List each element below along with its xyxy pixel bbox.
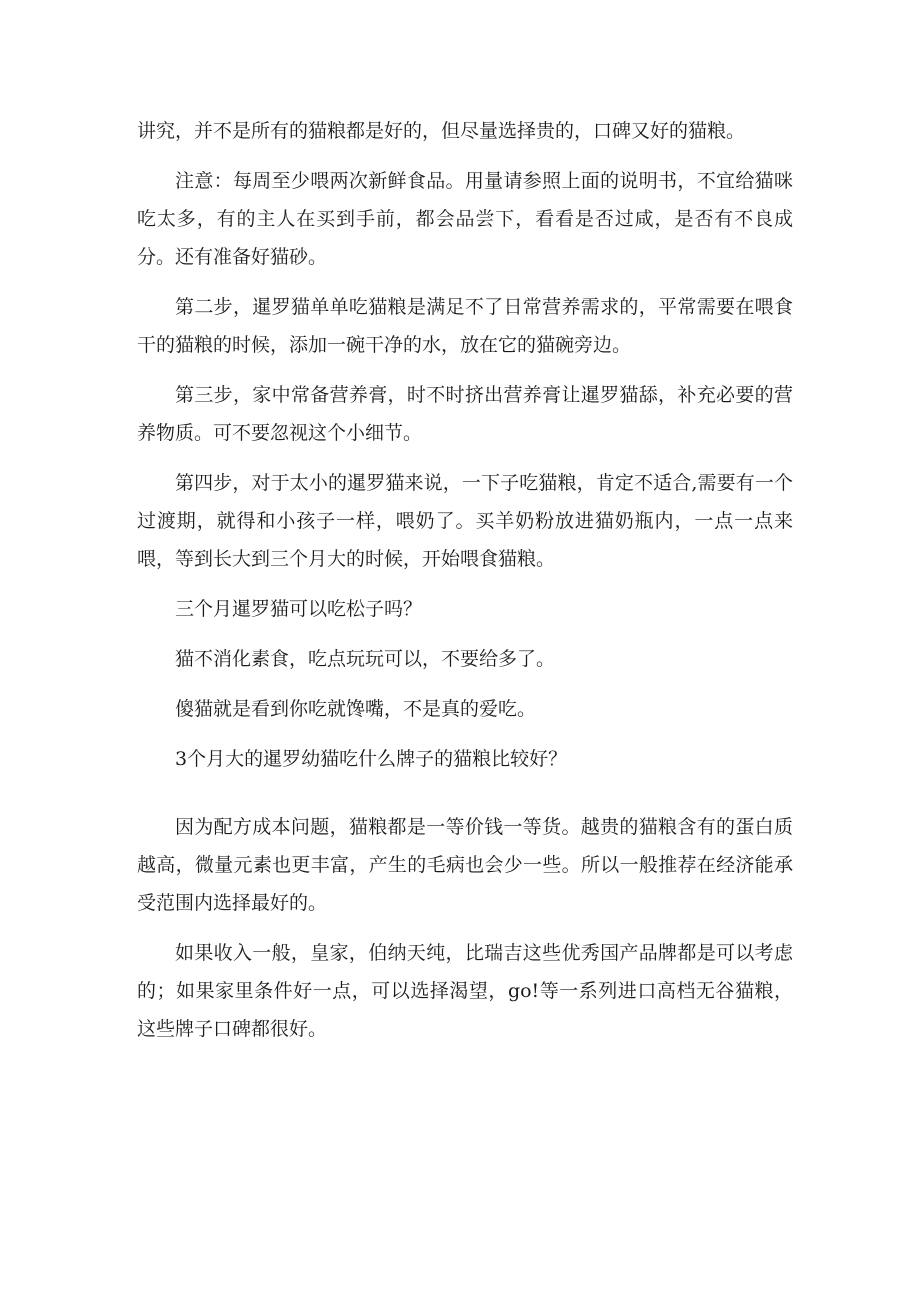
paragraph-3: 第二步，暹罗猫单单吃猫粮是满足不了日常营养需求的，平常需要在喂食干的猫粮的时候，添加一碗干净的水，放在它的猫碗旁边。: [137, 296, 793, 356]
document-body: [137, 112, 793, 1060]
question-heading-cat-food-brand: 3个月大的暹罗幼猫吃什么牌子的猫粮比较好？: [175, 748, 568, 770]
paragraph-10: 因为配方成本问题，猫粮都是一等价钱一等货。越贵的猫粮含有的蛋白质越高，微量元素也更丰富，产生的毛病也会少一些。所以一般推荐在经济能承受范围内选择最好的。: [137, 816, 793, 914]
paragraph-1: 讲究，并不是所有的猫粮都是好的，但尽量选择贵的，口碑又好的猫粮。: [137, 120, 746, 142]
paragraph-5: 第四步，对于太小的暹罗猫来说，一下子吃猫粮，肯定不适合,需要有一个过渡期，就得和小孩子一样，喂奶了。买羊奶粉放进猫奶瓶内，一点一点来喂，等到长大到三个月大的时候，开始喂食猫粮。: [137, 472, 793, 570]
paragraph-8: 傻猫就是看到你吃就馋嘴，不是真的爱吃。: [175, 698, 537, 720]
paragraph-11: 如果收入一般，皇家，伯纳天纯，比瑞吉这些优秀国产品牌都是可以考虑的；如果家里条件好一点，可以选择渴望，go!等一系列进口高档无谷猫粮，这些牌子口碑都很好。: [137, 942, 793, 1040]
paragraph-2: 注意：每周至少喂两次新鲜食品。用量请参照上面的说明书，不宜给猫咪吃太多，有的主人在买到手前，都会品尝下，看看是否过咸，是否有不良成分。还有准备好猫砂。: [137, 170, 793, 268]
paragraph-4: 第三步，家中常备营养膏，时不时挤出营养膏让暹罗猫舔，补充必要的营养物质。可不要忽视这个小细节。: [137, 384, 793, 444]
paragraph-7: 猫不消化素食，吃点玩玩可以，不要给多了。: [175, 648, 556, 670]
question-heading-pine-nuts: 三个月暹罗猫可以吃松子吗？: [175, 598, 423, 620]
